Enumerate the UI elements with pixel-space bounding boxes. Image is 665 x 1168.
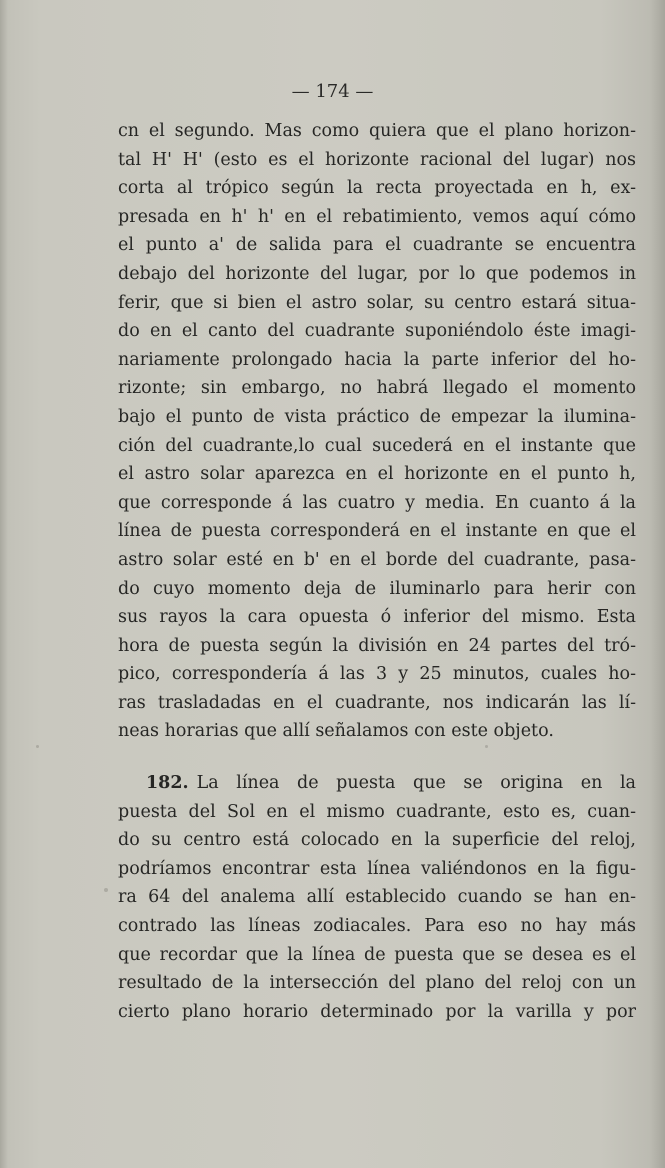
text-line: bajo el punto de vista práctico de empezar la ilumina-	[118, 406, 636, 427]
text-line: La línea de puesta que se origina en la	[196, 773, 636, 793]
text-line: que corresponde á las cuatro y media. En cuanto á la	[118, 492, 636, 513]
text-line: do en el canto del cuadrante suponiéndolo éste imagi-	[118, 321, 636, 342]
text-line: podríamos encontrar esta línea valiéndonos en la figu-	[118, 858, 636, 879]
text-line: cierto plano horario determinado por la varilla y por	[118, 1001, 636, 1022]
text-line: ción del cuadrante,lo cual sucederá en el instante que	[118, 435, 636, 456]
text-line: astro solar esté en b' en el borde del cuadrante, pasa-	[118, 549, 636, 570]
text-line: que recordar que la línea de puesta que se desea es el	[118, 944, 636, 965]
paper-spot	[104, 888, 108, 892]
text-line: ferir, que si bien el astro solar, su centro estará situa-	[118, 292, 636, 313]
text-line: el astro solar aparezca en el horizonte en el punto h,	[118, 464, 636, 485]
text-line: ra 64 del analema allí establecido cuando se han en-	[118, 887, 636, 908]
text-line: línea de puesta corresponderá en el instante en que el	[118, 521, 636, 542]
text-line: sus rayos la cara opuesta ó inferior del mismo. Esta	[118, 607, 636, 628]
text-line: contrado las líneas zodiacales. Para eso no hay más	[118, 915, 636, 936]
text-line: debajo del horizonte del lugar, por lo que podemos in	[118, 263, 636, 284]
text-line: puesta del Sol en el mismo cuadrante, esto es, cuan-	[118, 801, 636, 822]
text-line: tal H' H' (esto es el horizonte racional del lugar) nos	[118, 149, 636, 170]
paragraph-number: 182.	[146, 773, 189, 793]
text-line: ras trasladadas en el cuadrante, nos indicarán las lí-	[118, 692, 636, 713]
text-line: nariamente prolongado hacia la parte inferior del ho-	[118, 349, 636, 370]
text-line: resultado de la intersección del plano del reloj con un	[118, 973, 636, 994]
text-line: hora de puesta según la división en 24 partes del tró-	[118, 635, 636, 656]
paragraph-continued	[118, 117, 636, 746]
text-line: cn el segundo. Mas como quiera que el plano horizon-	[118, 121, 636, 141]
text-line: rizonte; sin embargo, no habrá llegado el momento	[118, 378, 636, 399]
text-line: pico, correspondería á las 3 y 25 minutos, cuales ho-	[118, 664, 636, 685]
text-line: do su centro está colocado en la superficie del reloj,	[118, 830, 636, 851]
paragraph-182	[118, 769, 636, 1026]
page-number: — 174 —	[291, 81, 374, 102]
text-line: el punto a' de salida para el cuadrante se encuentra	[118, 235, 636, 256]
paper-spot	[36, 745, 39, 748]
text-line: do cuyo momento deja de iluminarlo para herir con	[118, 578, 636, 599]
text-line: corta al trópico según la recta proyectada en h, ex-	[118, 178, 636, 199]
text-line: neas horarias que allí señalamos con este objeto.	[118, 721, 554, 742]
paragraph-first-line	[118, 769, 636, 798]
text-line: presada en h' h' en el rebatimiento, vemos aquí cómo	[118, 206, 636, 227]
